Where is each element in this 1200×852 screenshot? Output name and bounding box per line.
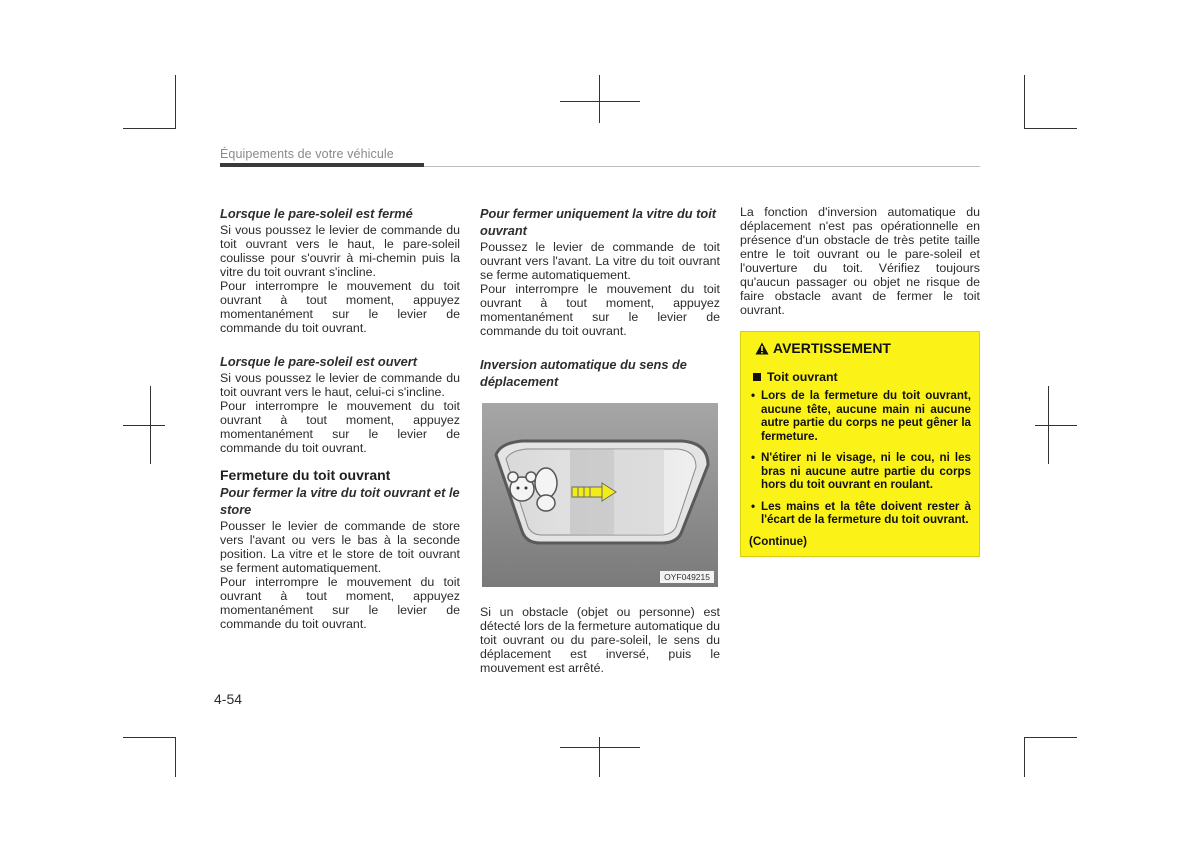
subheading-close-glass-and-shade: Pour fermer la vitre du toit ouvrant et le store [220,485,460,517]
figure-code: OYF049215 [660,571,714,583]
sunroof-drawing [482,403,718,587]
warning-subtitle-text: Toit ouvrant [767,370,838,384]
continue-label: (Continue) [749,534,807,548]
paragraph: Pour interrompre le mouvement du toit ouvrant à tout moment, appuyez momentanément sur le levier de commande du toit ouvrant. [220,575,460,631]
page-number: 4-54 [214,691,243,707]
paragraph: La fonction d'inversion automatique du déplacement n'est pas opérationnelle en présence d'un obstacle de très petite taille entre le toit ouvrant ou le pare-soleil et l'ouverture du toit. Vérifiez toujours qu'aucun passager ou objet ne risque de faire obstacle avant de fermer le toit ouvrant. [740,205,980,317]
paragraph: Si vous poussez le levier de commande du toit ouvrant vers le haut, celui-ci s'incline. [220,371,460,399]
paragraph: Pousser le levier de commande de store vers l'avant ou vers le bas à la seconde position. La vitre et le store de toit ouvrant se ferment automatiquement. [220,519,460,575]
column-2 [480,205,720,675]
warning-title [755,340,971,356]
paragraph: Pour interrompre le mouvement du toit ouvrant à tout moment, appuyez momentanément sur le levier de commande du toit ouvrant. [480,282,720,338]
list-item: • Les mains et la tête doivent rester à l'écart de la fermeture du toit ouvrant. [749,500,971,527]
paragraph: Pour interrompre le mouvement du toit ouvrant à tout moment, appuyez momentanément sur le levier de commande du toit ouvrant. [220,279,460,335]
warning-title-text: AVERTISSEMENT [773,340,891,356]
heading-sunshade-closed: Lorsque le pare-soleil est fermé [220,206,413,221]
heading-auto-reverse: Inversion automatique du sens de déplacement [480,357,687,389]
square-bullet-icon [753,373,761,381]
header-rule-light [424,166,980,167]
paragraph: Si vous poussez le levier de commande du toit ouvrant vers le haut, le pare-soleil coulisse pour s'ouvrir à mi-chemin puis la vitre du toit ouvrant s'incline. [220,223,460,279]
warning-list [749,389,971,527]
heading-sunshade-open: Lorsque le pare-soleil est ouvert [220,354,417,369]
paragraph: Si un obstacle (objet ou personne) est détecté lors de la fermeture automatique du toit ouvrant ou du pare-soleil, le sens du déplacement est inversé, puis le mouvement est arrêté. [480,605,720,675]
warning-subtitle [753,370,971,384]
paragraph: Pour interrompre le mouvement du toit ouvrant à tout moment, appuyez momentanément sur le levier de commande du toit ouvrant. [220,399,460,455]
column-3 [740,205,980,557]
paragraph: Poussez le levier de commande de toit ouvrant vers l'avant. La vitre du toit ouvrant se ferme automatiquement. [480,240,720,282]
warning-box [740,331,980,557]
sunroof-illustration [482,403,718,587]
warning-triangle-icon [755,342,769,355]
list-item: • N'étirer ni le visage, ni le cou, ni les bras ni aucune autre partie du corps hors du toit ouvrant en roulant. [749,451,971,492]
header-rule-dark [220,163,424,167]
list-item: • Lors de la fermeture du toit ouvrant, aucune tête, aucune main ni aucune autre partie du corps ne peut gêner la fermeture. [749,389,971,443]
section-title: Équipements de votre véhicule [220,147,394,161]
heading-close-glass-only: Pour fermer uniquement la vitre du toit ouvrant [480,206,717,238]
heading-closing-sunroof: Fermeture du toit ouvrant [220,467,391,483]
column-1 [220,205,460,631]
